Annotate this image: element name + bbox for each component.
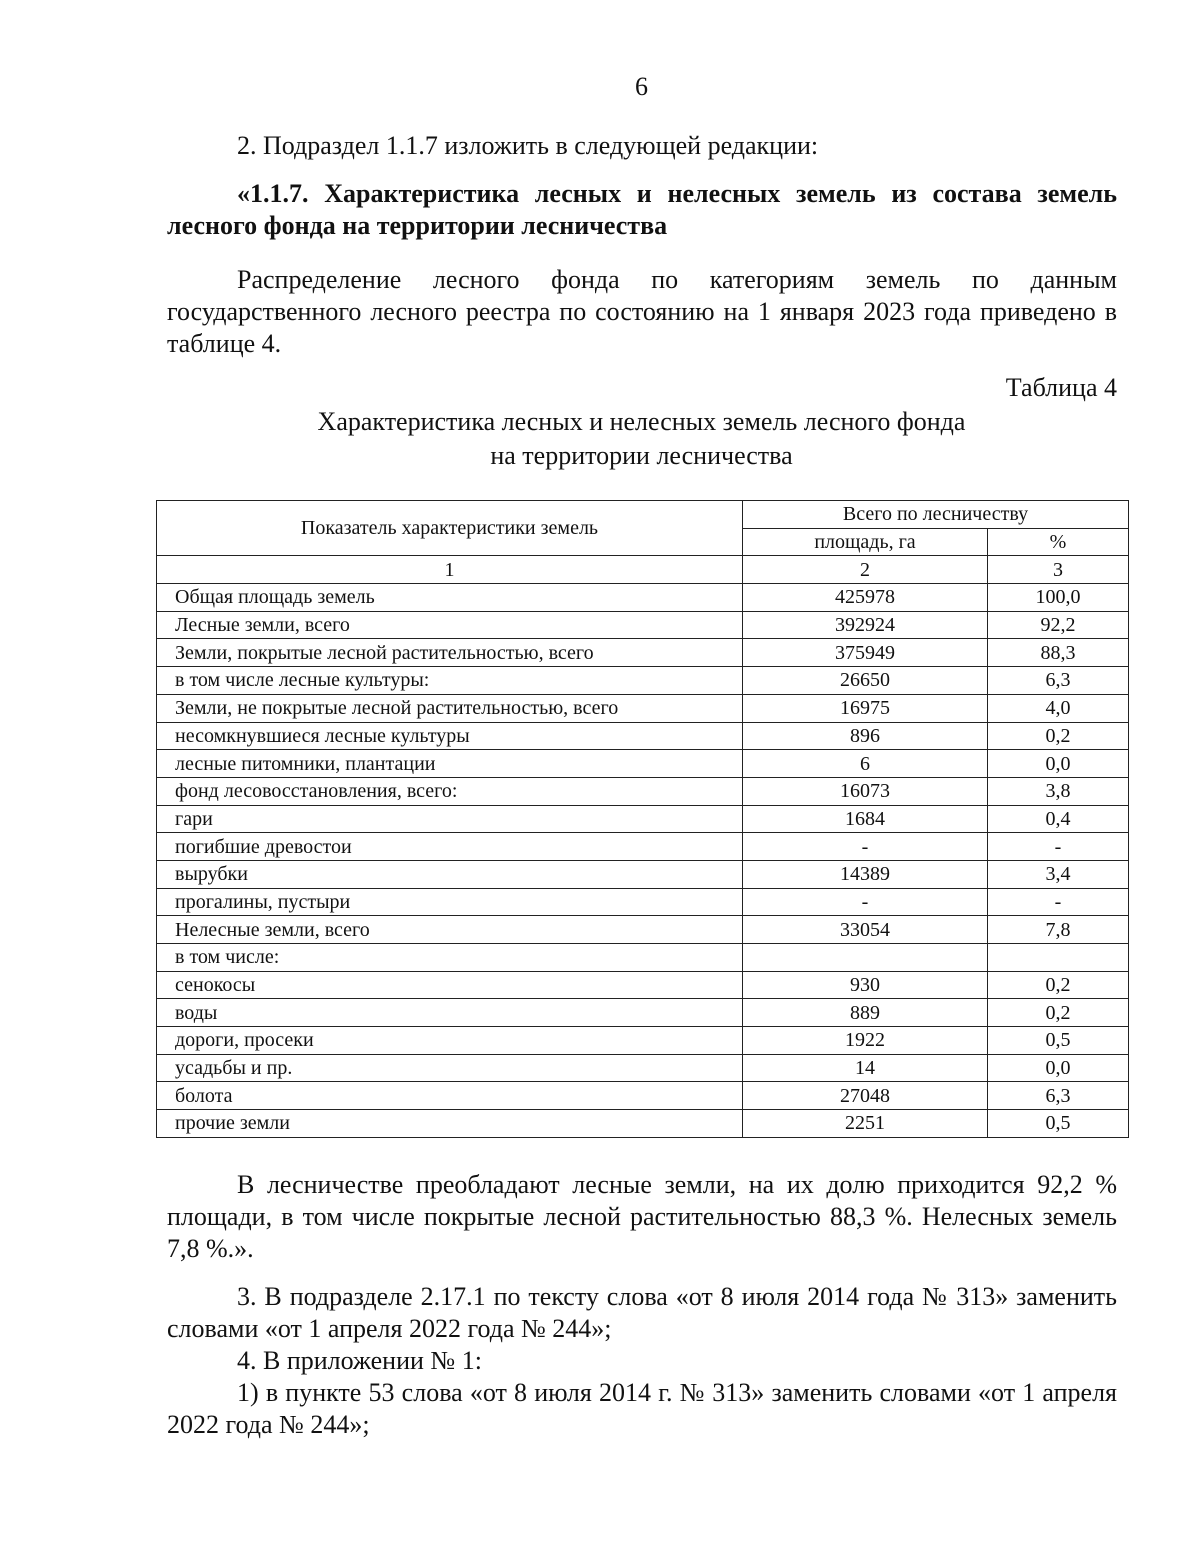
row-area-cell: 1922 (743, 1027, 988, 1055)
row-area-cell (743, 944, 988, 972)
row-area-cell: 375949 (743, 639, 988, 667)
row-area-cell: 425978 (743, 584, 988, 612)
row-area-cell: - (743, 833, 988, 861)
row-percent-cell: - (988, 833, 1129, 861)
table-row (157, 750, 1129, 778)
row-percent-cell: 0,0 (988, 750, 1129, 778)
row-name-cell: Земли, покрытые лесной растительностью, всего (157, 639, 743, 667)
row-area-cell: 1684 (743, 805, 988, 833)
land-characteristics-table (156, 500, 1129, 1138)
row-percent-cell: 0,2 (988, 971, 1129, 999)
table-row (157, 611, 1129, 639)
item-3-text: 3. В подразделе 2.17.1 по тексту слова «от 8 июля 2014 года № 313» заменить словами «от 1 апреля 2022 года № 244»; (167, 1282, 1117, 1343)
table-row (157, 584, 1129, 612)
header-area: площадь, га (743, 528, 988, 556)
row-name-cell: сенокосы (157, 971, 743, 999)
row-area-cell: 930 (743, 971, 988, 999)
conclusion-paragraph: В лесничестве преобладают лесные земли, на их долю приходится 92,2 % площади, в том числе покрытые лесной растительностью 88,3 %. Нелесных земель 7,8 %.». (167, 1170, 1117, 1263)
table-label: Таблица 4 (1005, 373, 1117, 402)
row-name-cell: дороги, просеки (157, 1027, 743, 1055)
row-area-cell: 14 (743, 1054, 988, 1082)
intro-paragraph: Распределение лесного фонда по категориям земель по данным государственного лесного реестра по состоянию на 1 января 2023 года приведено в таблице 4. (167, 265, 1117, 358)
header-percent: % (988, 528, 1129, 556)
table-row (157, 888, 1129, 916)
row-name-cell: в том числе лесные культуры: (157, 667, 743, 695)
table-row (157, 999, 1129, 1027)
page-number: 6 (635, 72, 648, 101)
col-number-1: 1 (157, 556, 743, 584)
row-name-cell: вырубки (157, 860, 743, 888)
row-percent-cell: 92,2 (988, 611, 1129, 639)
row-area-cell: 16975 (743, 694, 988, 722)
table-body (157, 584, 1129, 1138)
col-number-3: 3 (988, 556, 1129, 584)
row-percent-cell: 3,8 (988, 777, 1129, 805)
row-area-cell: 14389 (743, 860, 988, 888)
header-indicator: Показатель характеристики земель (157, 501, 743, 556)
table-row (157, 667, 1129, 695)
table-row (157, 777, 1129, 805)
row-name-cell: прогалины, пустыри (157, 888, 743, 916)
row-percent-cell: 0,2 (988, 722, 1129, 750)
row-percent-cell: 0,0 (988, 1054, 1129, 1082)
col-number-2: 2 (743, 556, 988, 584)
item-2-text: 2. Подраздел 1.1.7 изложить в следующей редакции: (237, 131, 819, 160)
row-name-cell: в том числе: (157, 944, 743, 972)
row-area-cell: - (743, 888, 988, 916)
row-percent-cell: 0,5 (988, 1110, 1129, 1138)
header-total: Всего по лесничеству (743, 501, 1129, 529)
row-area-cell: 6 (743, 750, 988, 778)
table-row (157, 1027, 1129, 1055)
row-percent-cell: 100,0 (988, 584, 1129, 612)
table-row (157, 1082, 1129, 1110)
row-name-cell: Нелесные земли, всего (157, 916, 743, 944)
row-area-cell: 16073 (743, 777, 988, 805)
row-percent-cell: 4,0 (988, 694, 1129, 722)
row-area-cell: 33054 (743, 916, 988, 944)
row-name-cell: несомкнувшиеся лесные культуры (157, 722, 743, 750)
row-name-cell: погибшие древостои (157, 833, 743, 861)
table-row (157, 805, 1129, 833)
table-row (157, 722, 1129, 750)
table-row (157, 971, 1129, 999)
section-heading: «1.1.7. Характеристика лесных и нелесных земель из состава земель лесного фонда на территории лесничества (167, 179, 1117, 240)
item-4-text: 4. В приложении № 1: (237, 1346, 482, 1375)
row-name-cell: Лесные земли, всего (157, 611, 743, 639)
row-percent-cell: 7,8 (988, 916, 1129, 944)
row-name-cell: прочие земли (157, 1110, 743, 1138)
row-percent-cell: - (988, 888, 1129, 916)
table-row (157, 833, 1129, 861)
table-row (157, 944, 1129, 972)
table-caption-line-2: на территории лесничества (490, 441, 793, 470)
row-percent-cell (988, 944, 1129, 972)
row-percent-cell: 6,3 (988, 1082, 1129, 1110)
row-name-cell: гари (157, 805, 743, 833)
table-row (157, 694, 1129, 722)
table-row (157, 1110, 1129, 1138)
table-row (157, 1054, 1129, 1082)
row-area-cell: 889 (743, 999, 988, 1027)
table-row (157, 916, 1129, 944)
row-area-cell: 896 (743, 722, 988, 750)
row-name-cell: Земли, не покрытые лесной растительностью, всего (157, 694, 743, 722)
row-area-cell: 392924 (743, 611, 988, 639)
row-percent-cell: 0,4 (988, 805, 1129, 833)
item-4-1-text: 1) в пункте 53 слова «от 8 июля 2014 г. № 313» заменить словами «от 1 апреля 2022 года № 244»; (167, 1378, 1117, 1439)
table-caption (0, 405, 1200, 473)
row-percent-cell: 6,3 (988, 667, 1129, 695)
row-name-cell: воды (157, 999, 743, 1027)
row-area-cell: 26650 (743, 667, 988, 695)
table-row (157, 639, 1129, 667)
row-name-cell: фонд лесовосстановления, всего: (157, 777, 743, 805)
row-name-cell: Общая площадь земель (157, 584, 743, 612)
row-percent-cell: 3,4 (988, 860, 1129, 888)
row-percent-cell: 0,5 (988, 1027, 1129, 1055)
table-caption-line-1: Характеристика лесных и нелесных земель лесного фонда (317, 407, 966, 436)
row-area-cell: 27048 (743, 1082, 988, 1110)
row-name-cell: усадьбы и пр. (157, 1054, 743, 1082)
row-area-cell: 2251 (743, 1110, 988, 1138)
row-percent-cell: 0,2 (988, 999, 1129, 1027)
row-name-cell: болота (157, 1082, 743, 1110)
row-percent-cell: 88,3 (988, 639, 1129, 667)
table-row (157, 860, 1129, 888)
row-name-cell: лесные питомники, плантации (157, 750, 743, 778)
